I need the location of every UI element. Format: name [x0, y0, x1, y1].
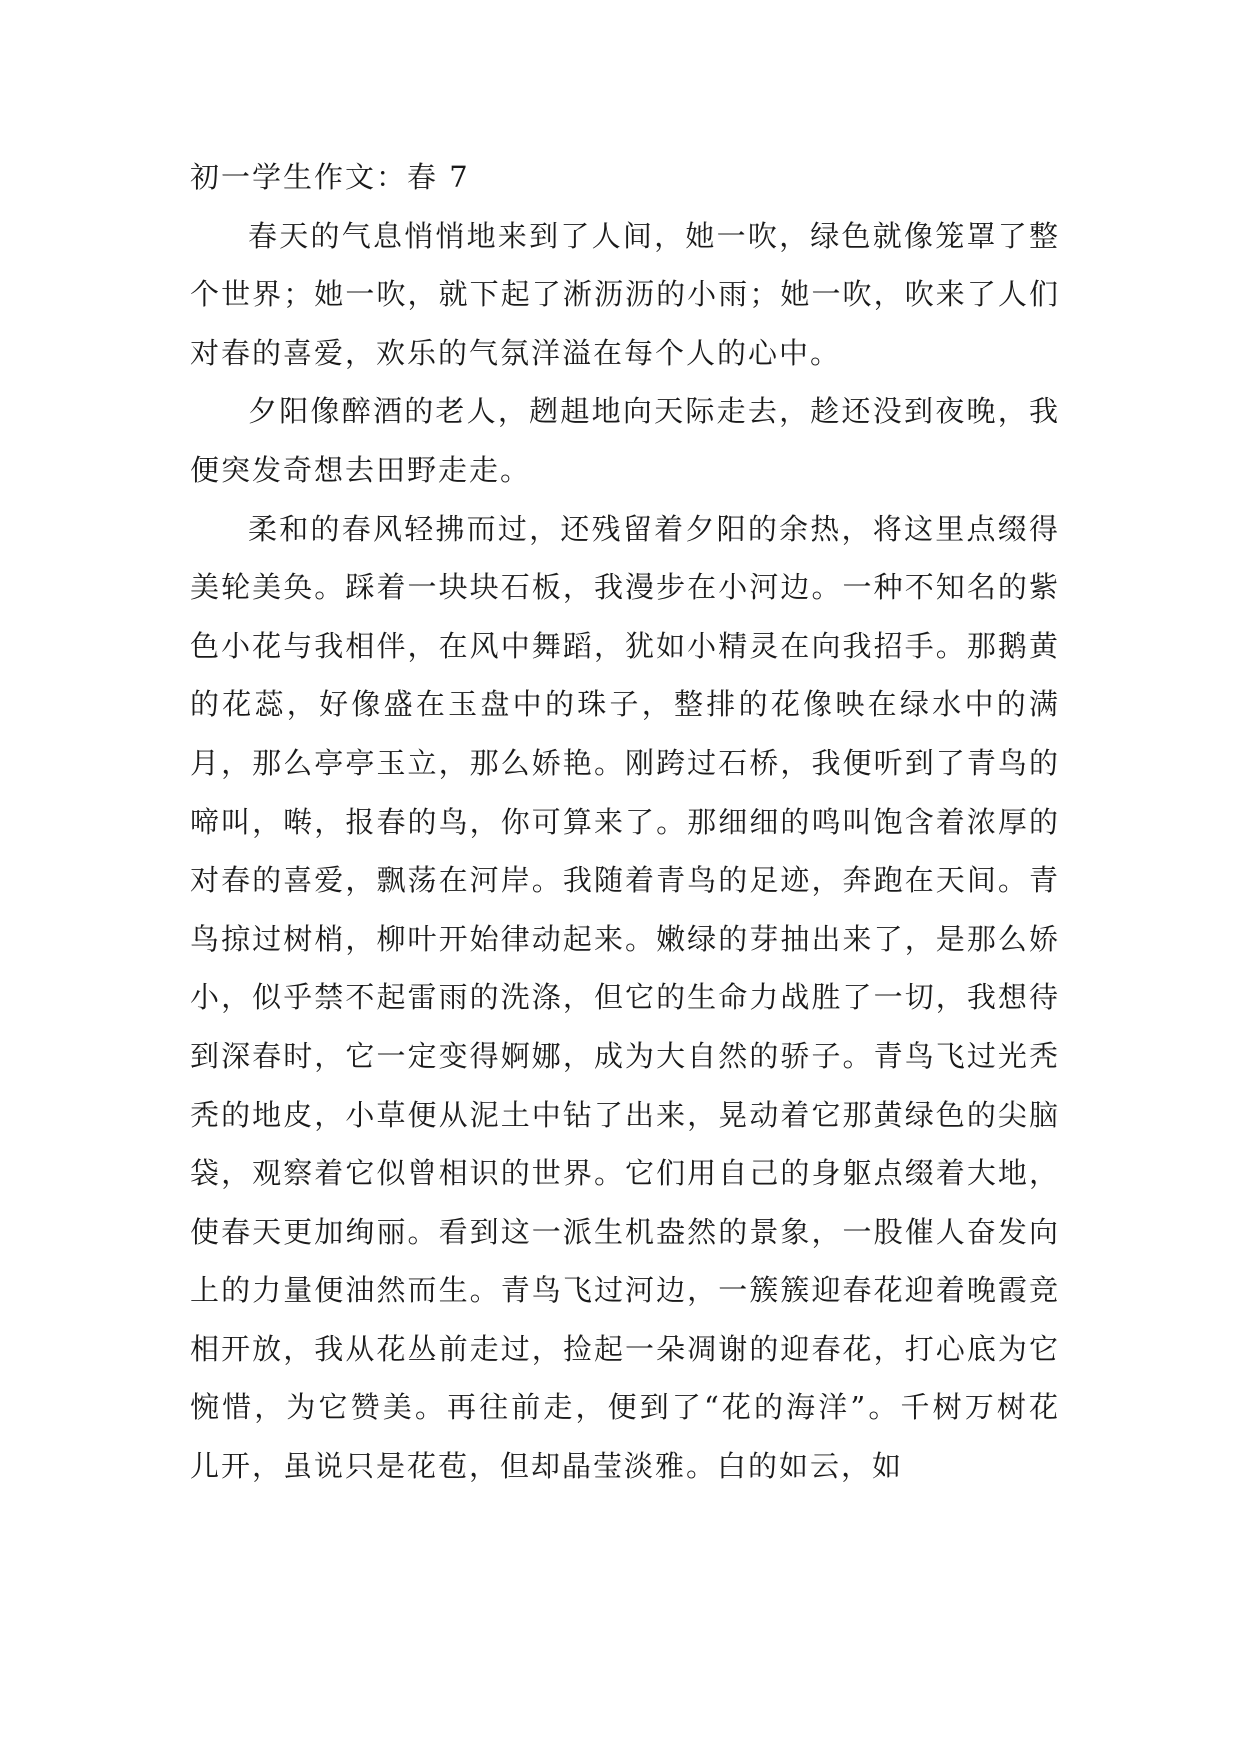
document-body	[190, 148, 1060, 1496]
paragraph-1: 春天的气息悄悄地来到了人间，她一吹，绿色就像笼罩了整个世界；她一吹，就下起了淅沥沥的小雨；她一吹，吹来了人们对春的喜爱，欢乐的气氛洋溢在每个人的心中。	[190, 218, 1060, 370]
paragraph-2: 夕阳像醉酒的老人，趔趄地向天际走去，趁还没到夜晚，我便突发奇想去田野走走。	[190, 394, 1060, 487]
paragraph-3: 柔和的春风轻拂而过，还残留着夕阳的余热，将这里点缀得美轮美奂。踩着一块块石板，我漫步在小河边。一种不知名的紫色小花与我相伴，在风中舞蹈，犹如小精灵在向我招手。那鹅黄的花蕊，好像盛在玉盘中的珠子，整排的花像映在绿水中的满月，那么亭亭玉立，那么娇艳。刚跨过石桥，我便听到了青鸟的啼叫，啭，报春的鸟，你可算来了。那细细的鸣叫饱含着浓厚的对春的喜爱，飘荡在河岸。我随着青鸟的足迹，奔跑在天间。青鸟掠过树梢，柳叶开始律动起来。嫩绿的芽抽出来了，是那么娇小，似乎禁不起雷雨的洗涤，但它的生命力战胜了一切，我想待到深春时，它一定变得婀娜，成为大自然的骄子。青鸟飞过光秃秃的地皮，小草便从泥土中钻了出来，晃动着它那黄绿色的尖脑袋，观察着它似曾相识的世界。它们用自己的身躯点缀着大地，使春天更加绚丽。看到这一派生机盎然的景象，一股催人奋发向上的力量便油然而生。青鸟飞过河边，一簇簇迎春花迎着晚霞竞相开放，我从花丛前走过，捡起一朵凋谢的迎春花，打心底为它惋惜，为它赞美。再往前走，便到了“花的海洋”。千树万树花儿开，虽说只是花苞，但却晶莹淡雅。白的如云，如	[190, 511, 1060, 1484]
document-title: 初一学生作文：春 7	[190, 160, 470, 194]
